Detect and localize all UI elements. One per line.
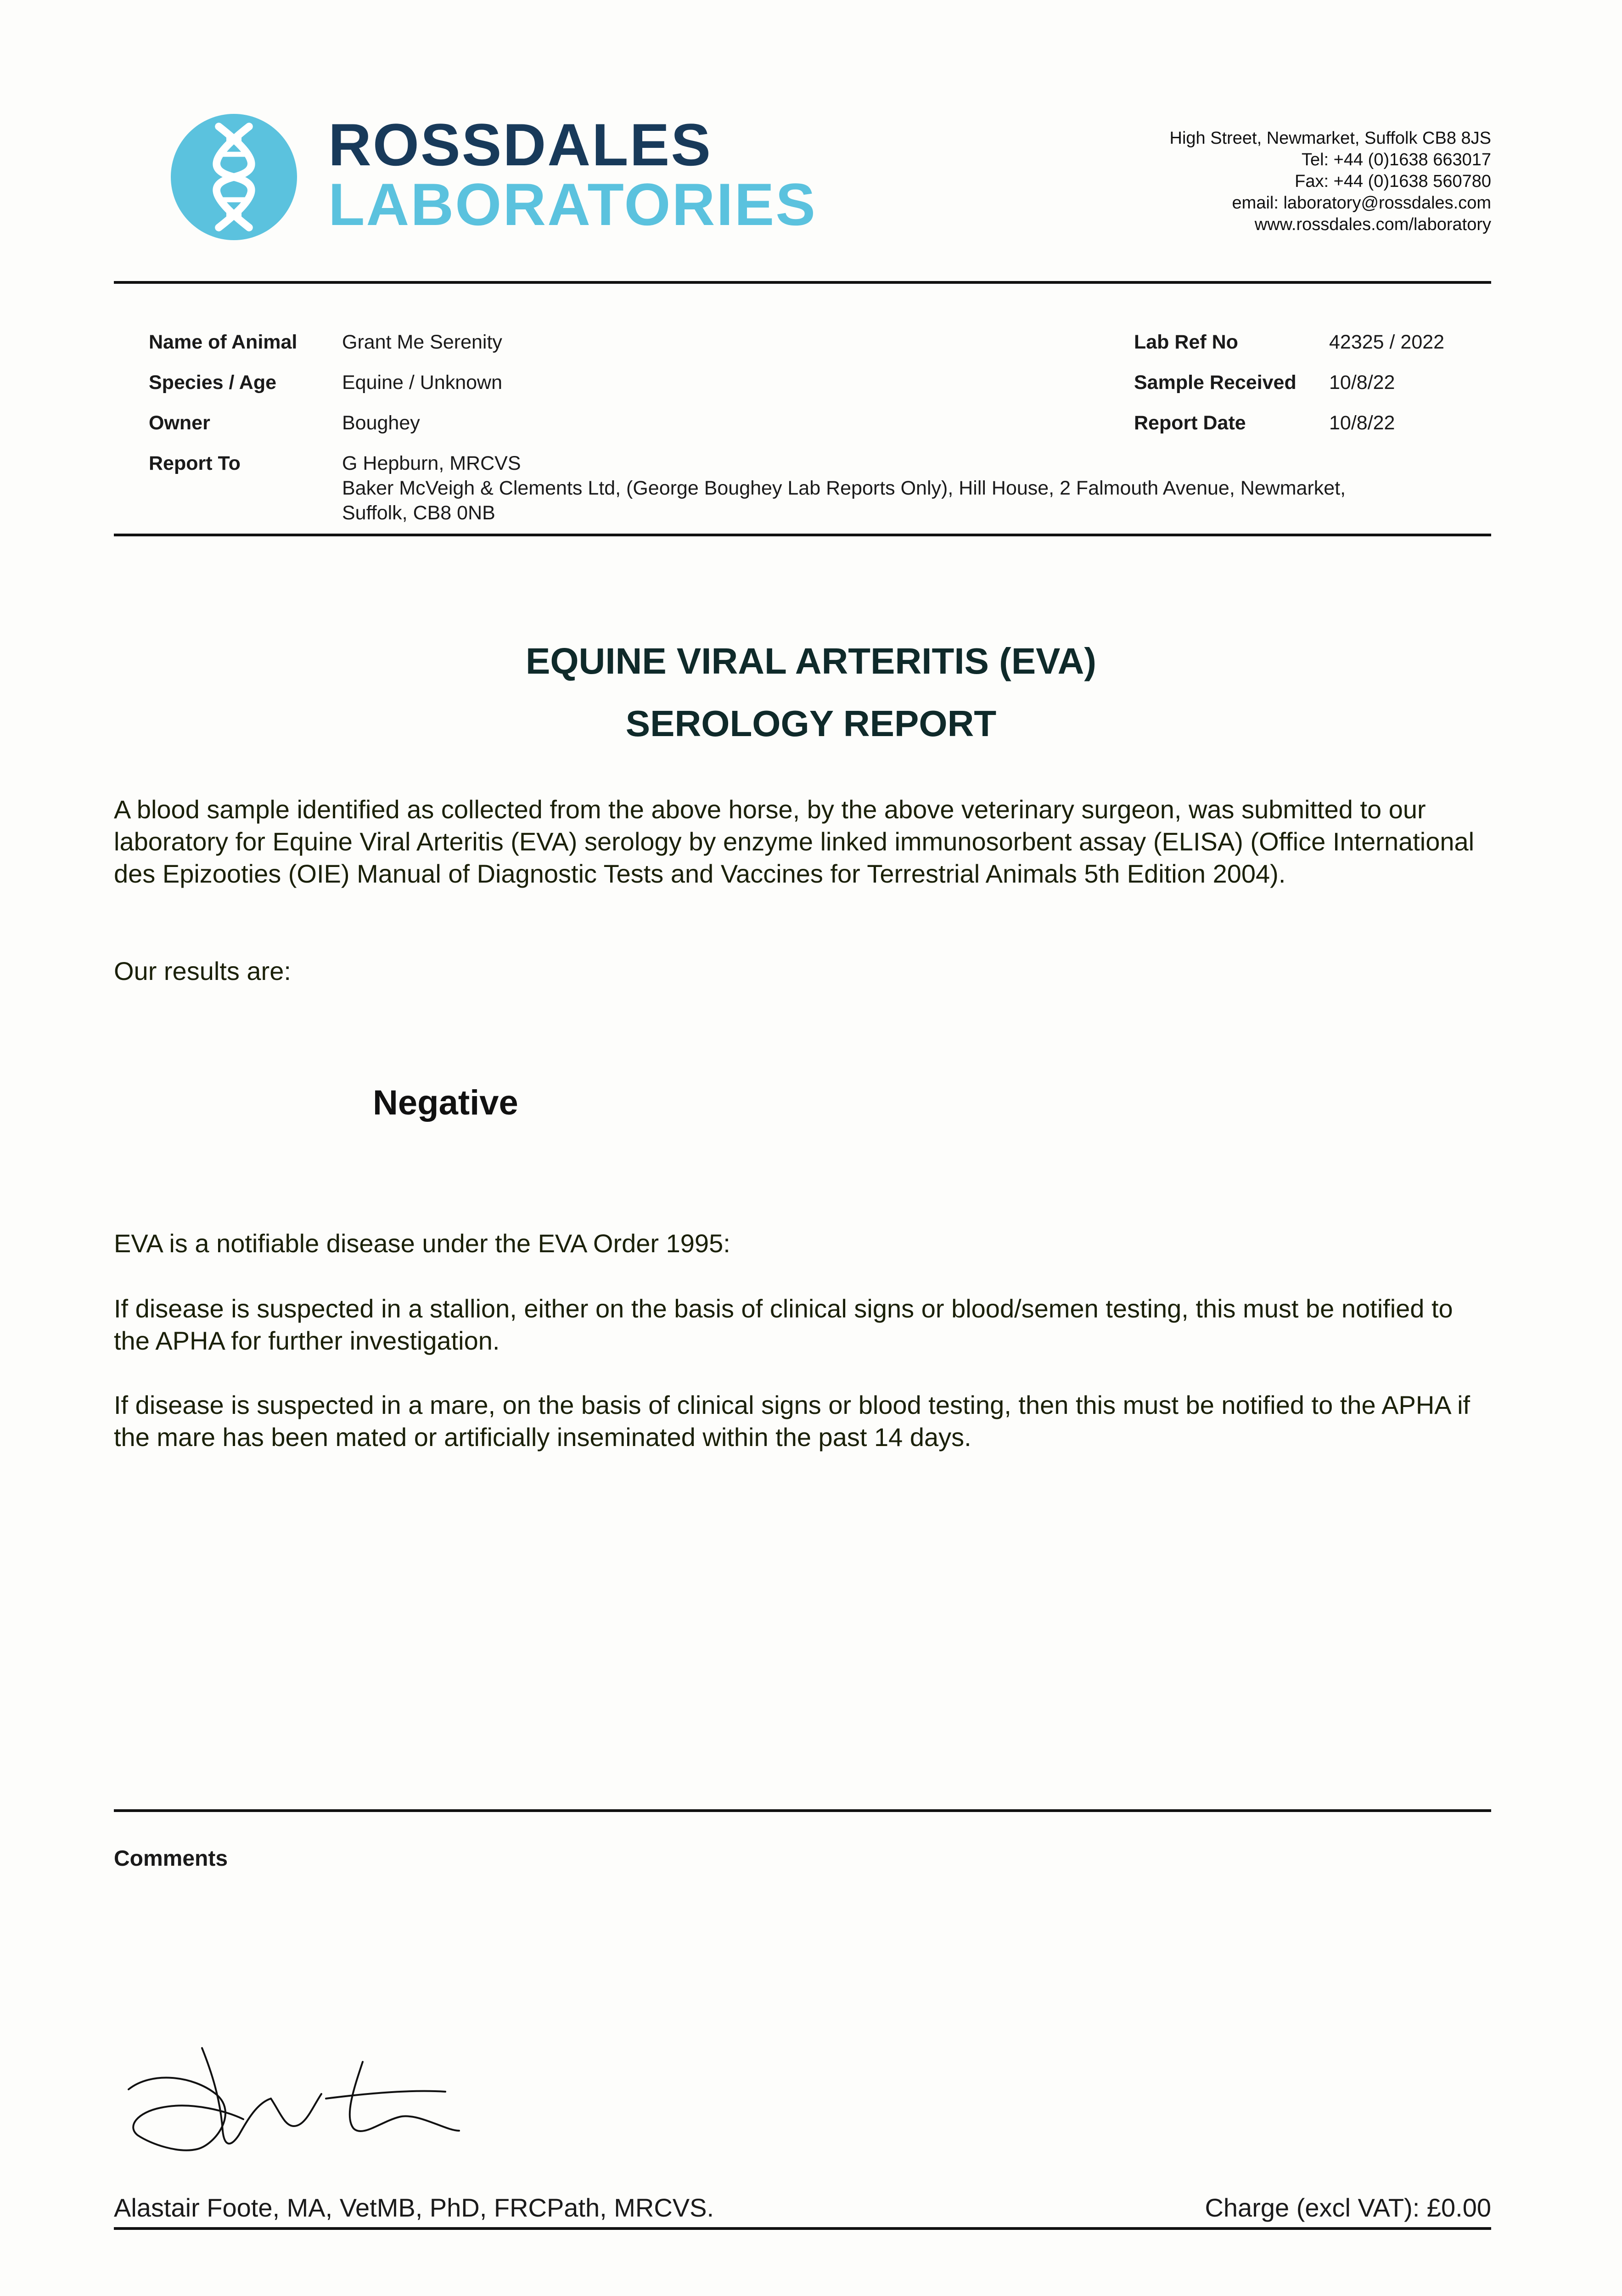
comments-label: Comments xyxy=(114,1846,228,1871)
mare-paragraph: If disease is suspected in a mare, on the basis of clinical signs or blood testing, then this must be notified to the APHA if the mare has been mated or artificially inseminated within the past 14 days. xyxy=(114,1390,1470,1452)
comments-divider xyxy=(114,1809,1491,1812)
owner-label: Owner xyxy=(149,412,210,434)
sample-received-label: Sample Received xyxy=(1134,371,1296,394)
lab-ref-label: Lab Ref No xyxy=(1134,331,1238,353)
species-value: Equine / Unknown xyxy=(342,371,502,394)
brand-wordmark xyxy=(328,111,817,238)
report-title-line-1: EQUINE VIRAL ARTERITIS (EVA) xyxy=(525,641,1097,681)
report-date-label: Report Date xyxy=(1134,412,1246,434)
brand-line-1: ROSSDALES xyxy=(328,111,713,178)
address-email: email: laboratory@rossdales.com xyxy=(1232,193,1491,213)
name-label: Name of Animal xyxy=(149,331,297,353)
address-website: www.rossdales.com/laboratory xyxy=(1254,215,1491,234)
report-title-line-2: SEROLOGY REPORT xyxy=(625,703,997,744)
signer-name: Alastair Foote, MA, VetMB, PhD, FRCPath, MRCVS. xyxy=(114,2193,714,2222)
lab-address xyxy=(1170,128,1491,236)
report-date-value: 10/8/22 xyxy=(1329,412,1395,434)
report-title xyxy=(0,630,1622,755)
charge-text: Charge (excl VAT): £0.00 xyxy=(1205,2193,1491,2222)
signature-image xyxy=(124,2039,473,2158)
species-label: Species / Age xyxy=(149,371,277,394)
report-to-label: Report To xyxy=(149,452,241,474)
address-tel: Tel: +44 (0)1638 663017 xyxy=(1301,150,1491,169)
brand-line-2: LABORATORIES xyxy=(328,171,817,238)
address-fax: Fax: +44 (0)1638 560780 xyxy=(1295,172,1491,191)
result-value: Negative xyxy=(373,1083,518,1122)
address-street: High Street, Newmarket, Suffolk CB8 8JS xyxy=(1169,129,1491,148)
sample-received-value: 10/8/22 xyxy=(1329,371,1395,394)
header-divider xyxy=(114,281,1491,284)
notifiable-paragraph: EVA is a notifiable disease under the EVA Order 1995: xyxy=(114,1229,730,1258)
dna-logo-icon xyxy=(171,114,297,240)
intro-paragraph: A blood sample identified as collected from the above horse, by the above veterinary surgeon, was submitted to our laboratory for Equine Viral Arteritis (EVA) serology by enzyme linked immunosorbent assay (ELISA) (Office International des Epizooties (OIE) Manual of Diagnostic Tests and Vaccines for Terrestrial Animals 5th Edition 2004). xyxy=(114,795,1475,888)
report-to-line-1: G Hepburn, MRCVS xyxy=(342,452,521,474)
name-value: Grant Me Serenity xyxy=(342,331,502,353)
report-to-line-2: Baker McVeigh & Clements Ltd, (George Boughey Lab Reports Only), Hill House, 2 Falmouth Avenue, Newmarket, xyxy=(342,477,1346,499)
report-to-line-3: Suffolk, CB8 0NB xyxy=(342,502,495,524)
owner-value: Boughey xyxy=(342,412,420,434)
lab-ref-value: 42325 / 2022 xyxy=(1329,331,1445,353)
info-divider xyxy=(114,534,1491,536)
footer-divider xyxy=(114,2227,1491,2230)
results-label: Our results are: xyxy=(114,957,291,985)
stallion-paragraph: If disease is suspected in a stallion, either on the basis of clinical signs or blood/semen testing, this must be notified to the APHA for further investigation. xyxy=(114,1294,1453,1355)
